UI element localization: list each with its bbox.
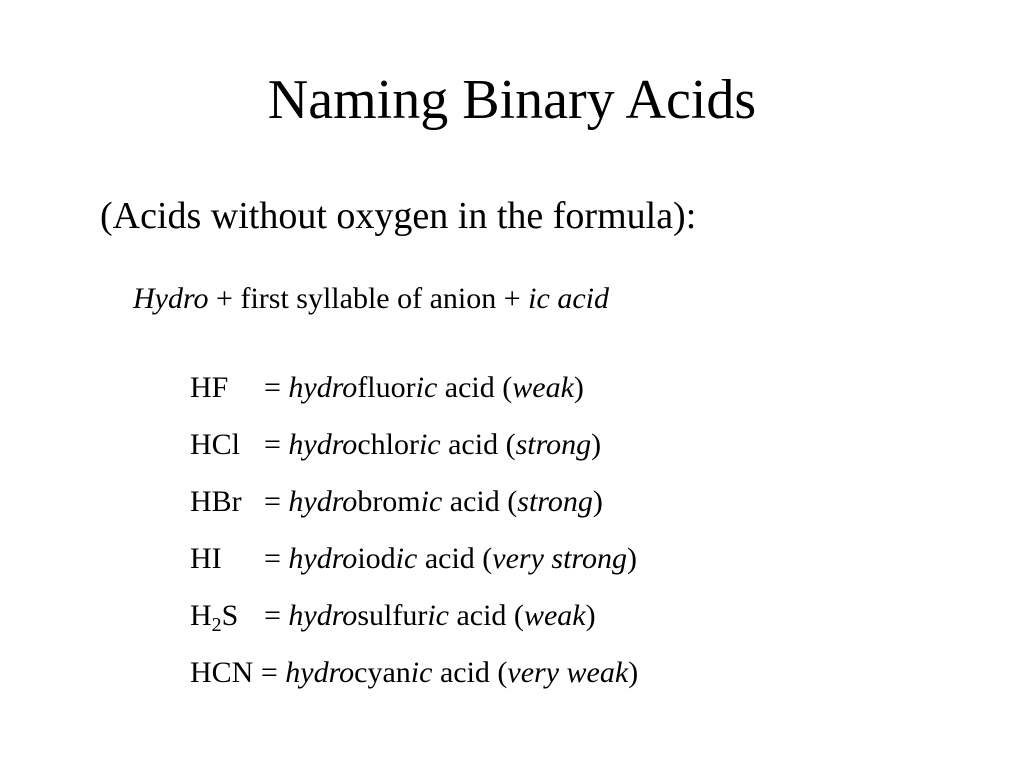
naming-rule: [133, 279, 609, 319]
example-row: [190, 530, 638, 587]
acid-formula: $H_2S$: [190, 599, 239, 636]
equals-sign: =: [260, 656, 278, 689]
acid-strength: very strong: [492, 542, 627, 575]
acid-formula: HF: [190, 371, 229, 404]
example-row: [190, 359, 638, 416]
formula-subscript: 2: [211, 614, 222, 636]
name-prefix: hydro: [288, 599, 358, 632]
equals-sign: =: [264, 485, 281, 518]
acid-word: acid (: [440, 428, 516, 461]
rule-suffix: ic acid: [528, 282, 609, 315]
name-ending: ic: [420, 485, 443, 518]
name-stem: fluor: [357, 371, 416, 404]
equals-sign: =: [264, 599, 281, 632]
close-paren: ): [573, 371, 584, 404]
acid-word: acid (: [417, 542, 493, 575]
name-stem: iod: [357, 542, 396, 575]
acid-strength: weak: [512, 371, 574, 404]
close-paren: ): [585, 599, 596, 632]
name-prefix: hydro: [288, 371, 358, 404]
acid-strength: very weak: [507, 656, 629, 689]
name-stem: chlor: [357, 428, 419, 461]
equals-sign: =: [264, 542, 281, 575]
acid-word: acid (: [432, 656, 508, 689]
acid-strength: strong: [515, 428, 592, 461]
name-prefix: hydro: [288, 428, 358, 461]
name-prefix: hydro: [285, 656, 355, 689]
examples-list: [190, 359, 638, 701]
slide-subtitle: (Acids without oxygen in the formula):: [100, 195, 697, 237]
acid-formula: HCl: [190, 428, 241, 461]
name-prefix: hydro: [288, 542, 358, 575]
acid-formula: HBr: [190, 485, 242, 518]
rule-prefix: Hydro: [133, 282, 209, 315]
name-ending: ic: [395, 542, 418, 575]
name-ending: ic: [415, 371, 438, 404]
acid-word: acid (: [448, 599, 524, 632]
acid-word: acid (: [437, 371, 513, 404]
acid-formula: HCN: [190, 656, 254, 689]
equals-sign: =: [264, 428, 281, 461]
slide-title: Naming Binary Acids: [267, 69, 757, 131]
name-ending: ic: [410, 656, 433, 689]
acid-formula: HI: [190, 542, 222, 575]
equals-sign: =: [264, 371, 281, 404]
example-row: [190, 587, 638, 644]
name-stem: sulfur: [357, 599, 428, 632]
close-paren: ): [592, 485, 603, 518]
name-ending: ic: [427, 599, 449, 632]
acid-strength: strong: [517, 485, 593, 518]
example-row: [190, 416, 638, 473]
example-row: [190, 644, 638, 701]
close-paren: ): [628, 656, 639, 689]
acid-word: acid (: [442, 485, 518, 518]
rule-middle: + first syllable of anion +: [208, 282, 529, 315]
name-prefix: hydro: [288, 485, 358, 518]
acid-strength: weak: [523, 599, 586, 632]
example-row: [190, 473, 638, 530]
name-stem: cyan: [354, 656, 411, 689]
name-stem: brom: [357, 485, 421, 518]
name-ending: ic: [418, 428, 441, 461]
close-paren: ): [591, 428, 602, 461]
close-paren: ): [626, 542, 637, 575]
